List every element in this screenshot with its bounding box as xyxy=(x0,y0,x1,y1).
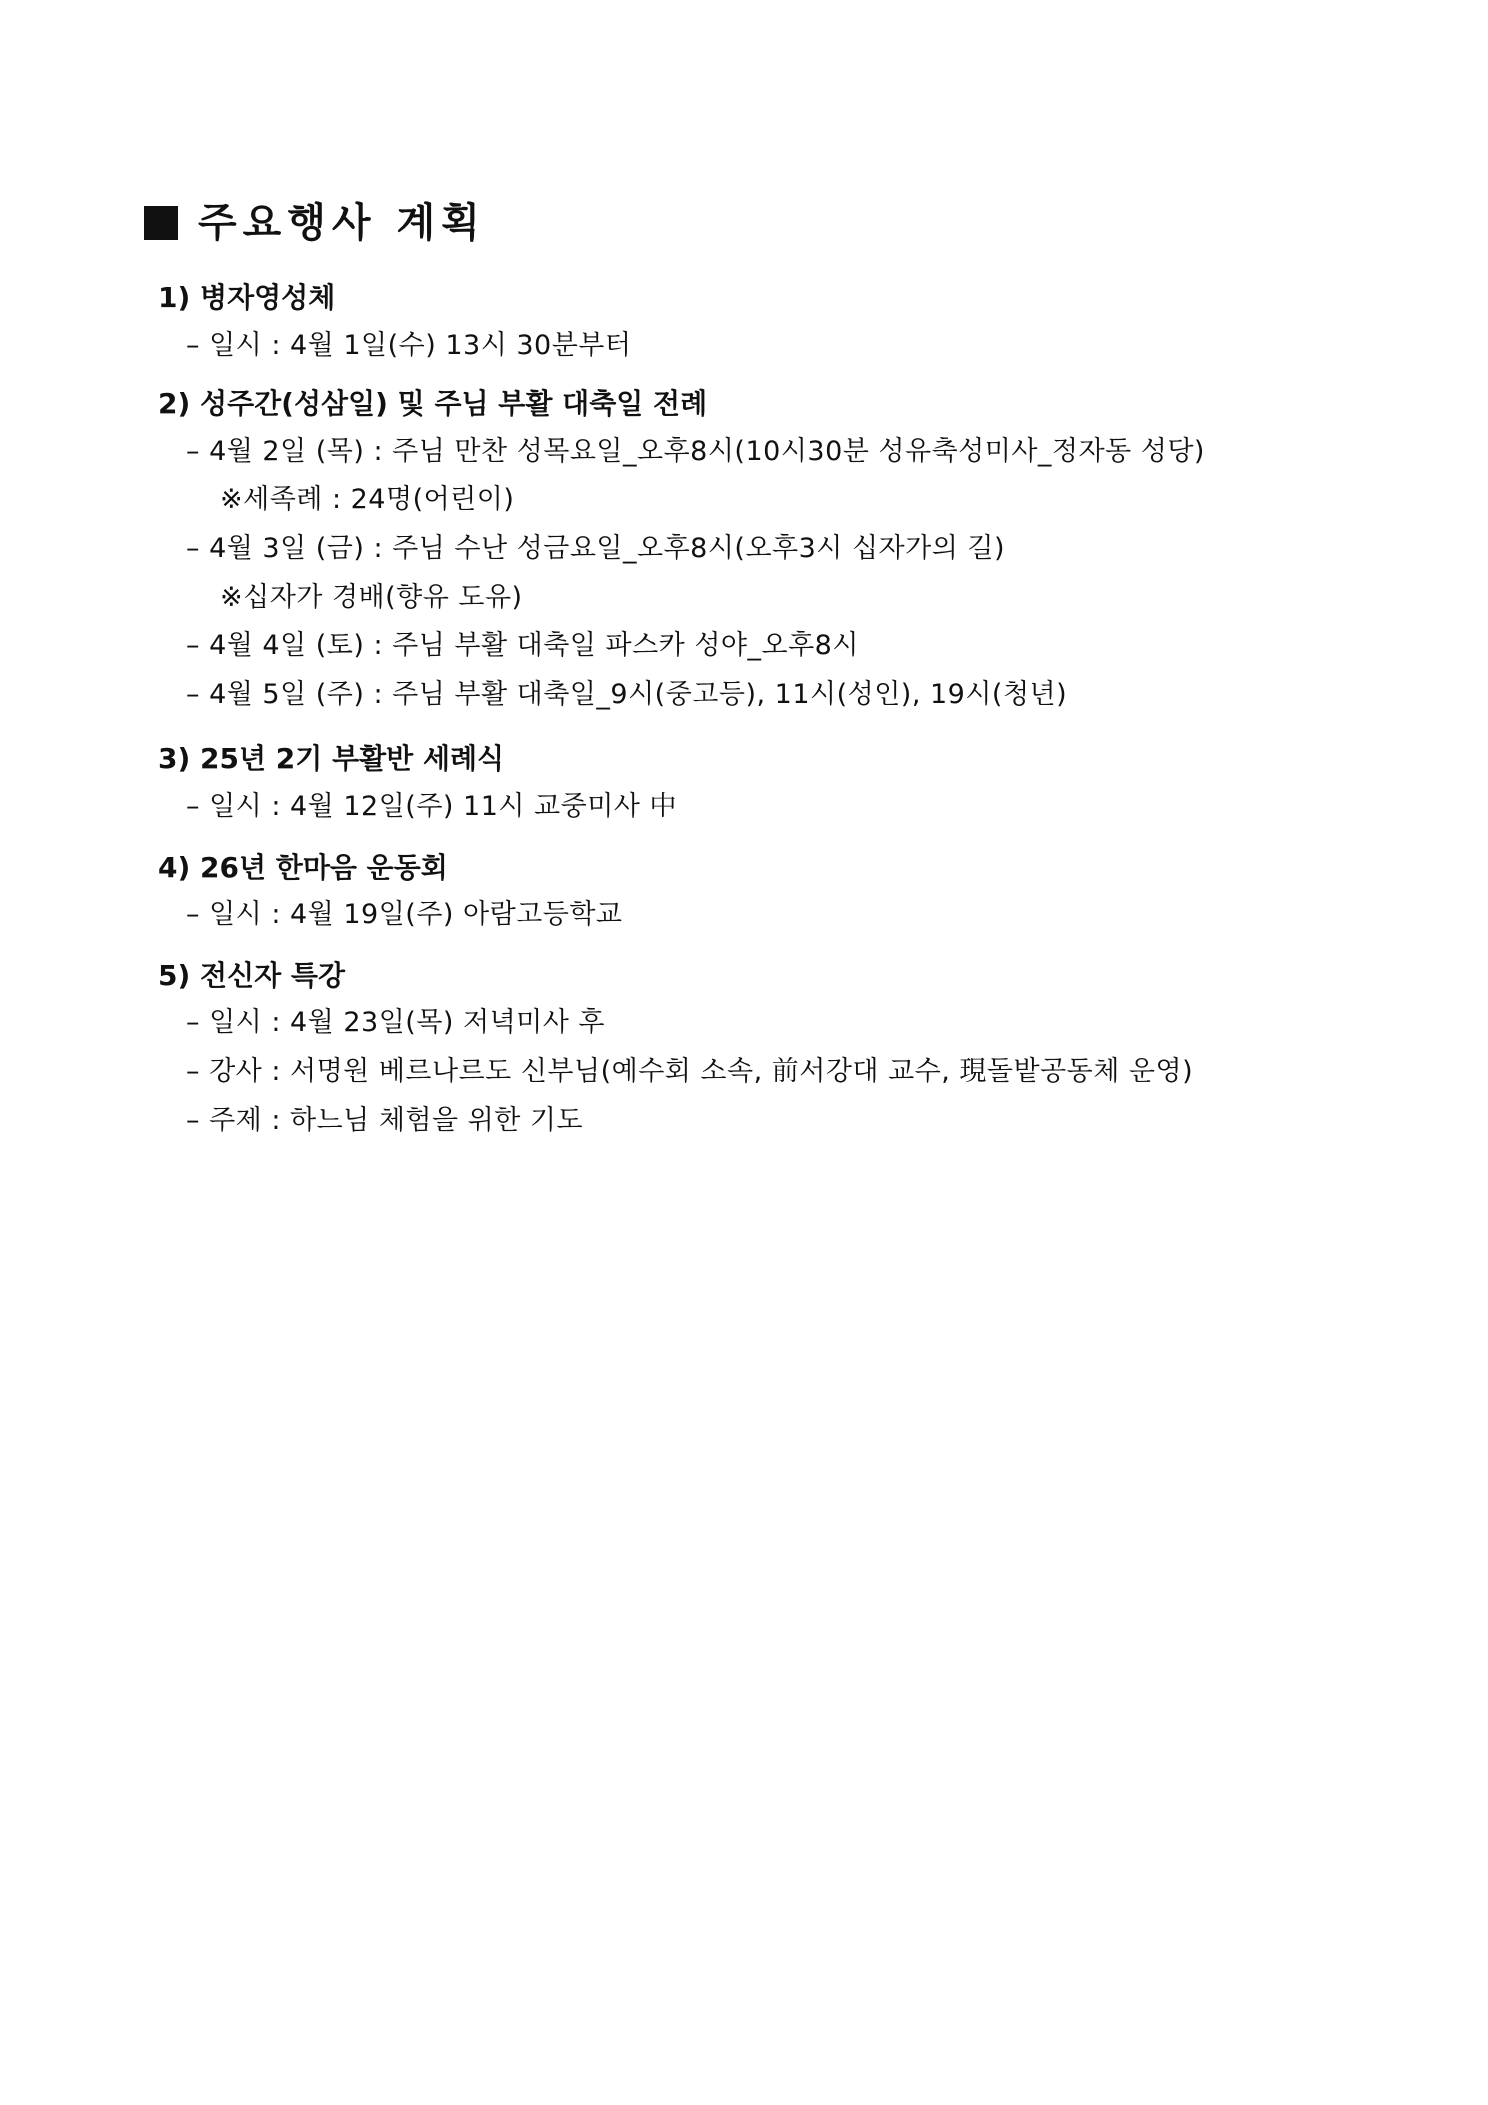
section-heading-holy-week: 2) 성주간(성삼일) 및 주님 부활 대축일 전례 xyxy=(158,387,708,420)
page-title: 주요행사 계획 xyxy=(198,200,486,246)
list-item: – 4월 5일 (주) : 주님 부활 대축일_9시(중고등), 11시(성인), 19시(청년) xyxy=(186,679,1068,710)
list-item: – 4월 4일 (토) : 주님 부활 대축일 파스카 성야_오후8시 xyxy=(186,630,859,661)
document-title xyxy=(144,196,486,250)
list-item: – 일시 : 4월 23일(목) 저녁미사 후 xyxy=(186,1007,606,1038)
list-item: – 강사 : 서명원 베르나르도 신부님(예수회 소속, 前서강대 교수, 現돌밭공동체 운영) xyxy=(186,1056,1194,1087)
list-item: – 일시 : 4월 12일(주) 11시 교중미사 中 xyxy=(186,791,677,822)
list-item: – 일시 : 4월 19일(주) 아람고등학교 xyxy=(186,899,623,930)
list-item: – 4월 3일 (금) : 주님 수난 성금요일_오후8시(오후3시 십자가의 길) xyxy=(186,533,1005,564)
section-heading-special-lecture: 5) 전신자 특강 xyxy=(158,959,346,992)
note-item: ※십자가 경배(향유 도유) xyxy=(220,582,523,613)
list-item: – 4월 2일 (목) : 주님 만찬 성목요일_오후8시(10시30분 성유축성미사_정자동 성당) xyxy=(186,436,1205,467)
note-item: ※세족례 : 24명(어린이) xyxy=(220,484,515,515)
list-item: – 일시 : 4월 1일(수) 13시 30분부터 xyxy=(186,330,632,361)
black-square-bullet-icon xyxy=(144,206,178,240)
section-heading-baptism: 3) 25년 2기 부활반 세례식 xyxy=(158,742,505,775)
section-heading-sick-communion: 1) 병자영성체 xyxy=(158,281,336,314)
list-item: – 주제 : 하느님 체험을 위한 기도 xyxy=(186,1105,584,1136)
section-heading-sports-day: 4) 26년 한마음 운동회 xyxy=(158,851,448,884)
